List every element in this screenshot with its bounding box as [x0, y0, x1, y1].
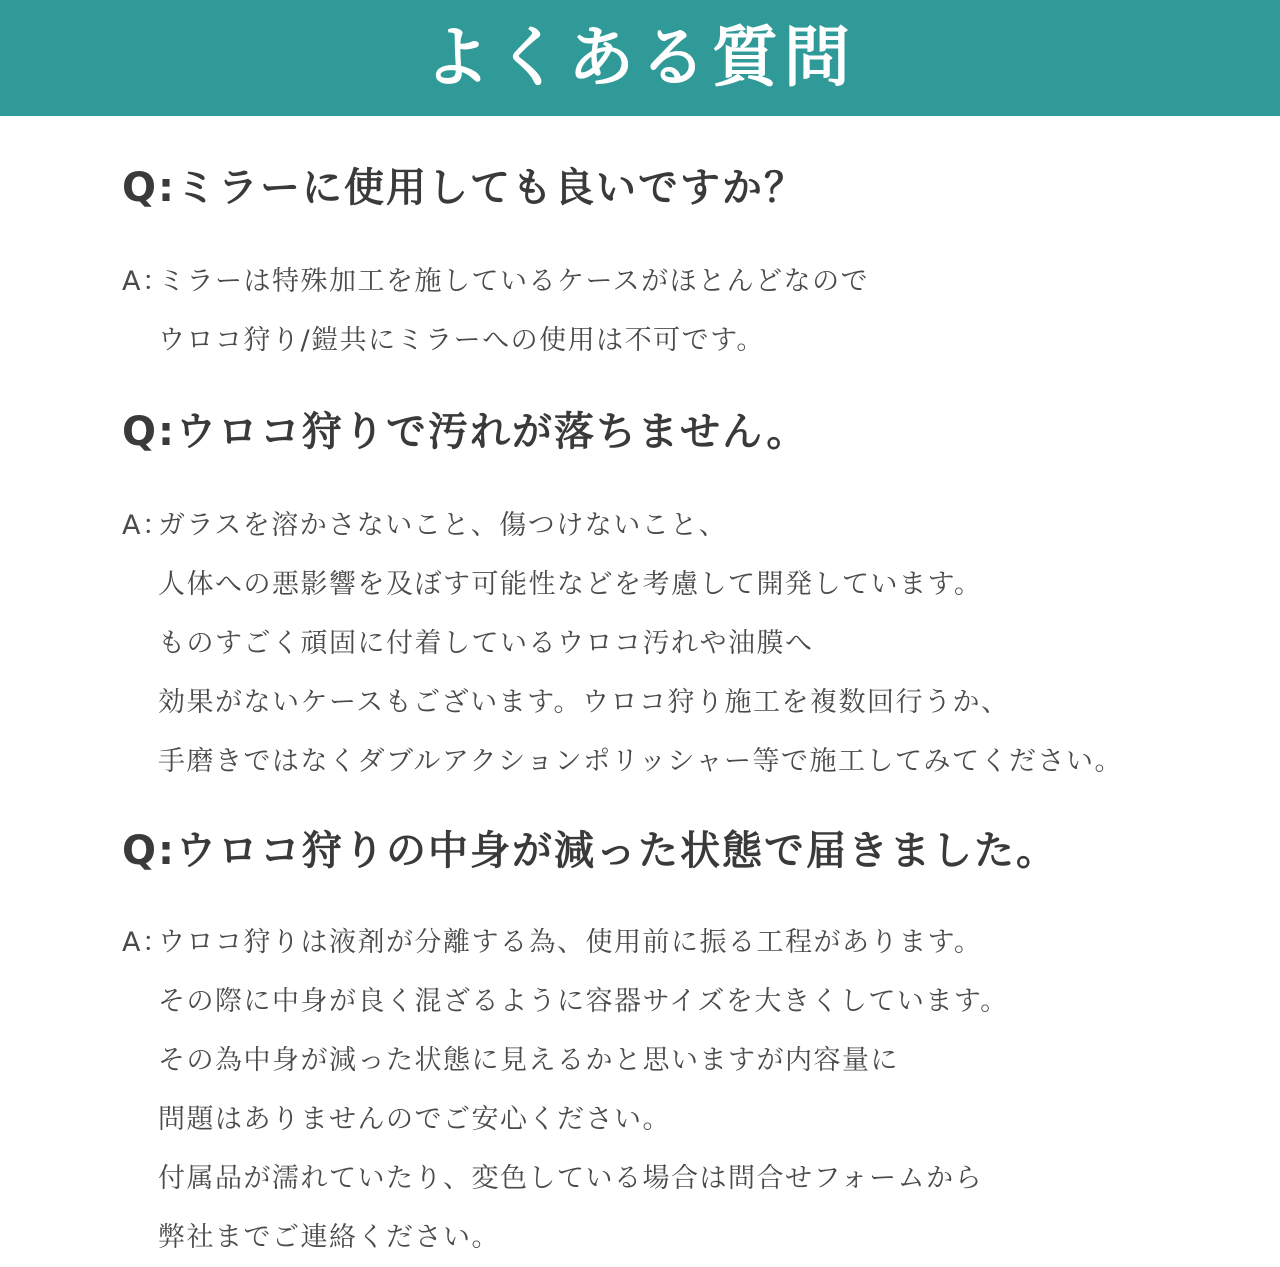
answer-text: ウロコ狩りは液剤が分離する為、使用前に振る工程があります。: [158, 927, 983, 958]
answer-prefix: A：: [122, 510, 171, 541]
answer-prefix: A：: [122, 266, 171, 297]
answer-line: 人体への悪影響を及ぼす可能性などを考慮して開発しています。: [158, 569, 983, 600]
answer-line: 弊社までご連絡ください。: [158, 1222, 500, 1253]
answer-line: ものすごく頑固に付着しているウロコ汚れや油膜へ: [158, 628, 814, 659]
faq-item-1: [122, 160, 1242, 370]
answer-prefix: A：: [122, 927, 171, 958]
faq-item-3: [122, 823, 1242, 1267]
page-title: よくある質問: [424, 18, 856, 96]
answer-line: ウロコ狩り/鎧共にミラーへの使用は不可です。: [158, 325, 765, 356]
answer-line: 手磨きではなくダブルアクションポリッシャー等で施工してみてください。: [158, 746, 1123, 777]
faq-question: Q:ウロコ狩りの中身が減った状態で届きました。: [122, 828, 1058, 874]
faq-answer: [122, 252, 1242, 370]
faq-answer: [122, 913, 1242, 1267]
answer-line: [122, 913, 1242, 972]
answer-text: ガラスを溶かさないこと、傷つけないこと、: [158, 510, 728, 541]
faq-header-banner: [0, 0, 1280, 116]
faq-item-2: [122, 404, 1242, 791]
faq-answer: [122, 496, 1242, 791]
answer-line: [122, 252, 1242, 311]
answer-line: 効果がないケースもございます。ウロコ狩り施工を複数回行うか、: [158, 687, 1010, 718]
answer-line: 付属品が濡れていたり、変色している場合は問合せフォームから: [158, 1163, 984, 1194]
answer-line: その為中身が減った状態に見えるかと思いますが内容量に: [158, 1045, 899, 1076]
answer-line: その際に中身が良く混ざるように容器サイズを大きくしています。: [158, 986, 1009, 1017]
answer-line: 問題はありませんのでご安心ください。: [158, 1104, 671, 1135]
answer-line: [122, 496, 1242, 555]
faq-question: Q:ウロコ狩りで汚れが落ちません。: [122, 409, 809, 455]
answer-text: ミラーは特殊加工を施しているケースがほとんどなので: [158, 266, 870, 297]
faq-question: Q:ミラーに使用しても良いですか？: [122, 165, 806, 211]
